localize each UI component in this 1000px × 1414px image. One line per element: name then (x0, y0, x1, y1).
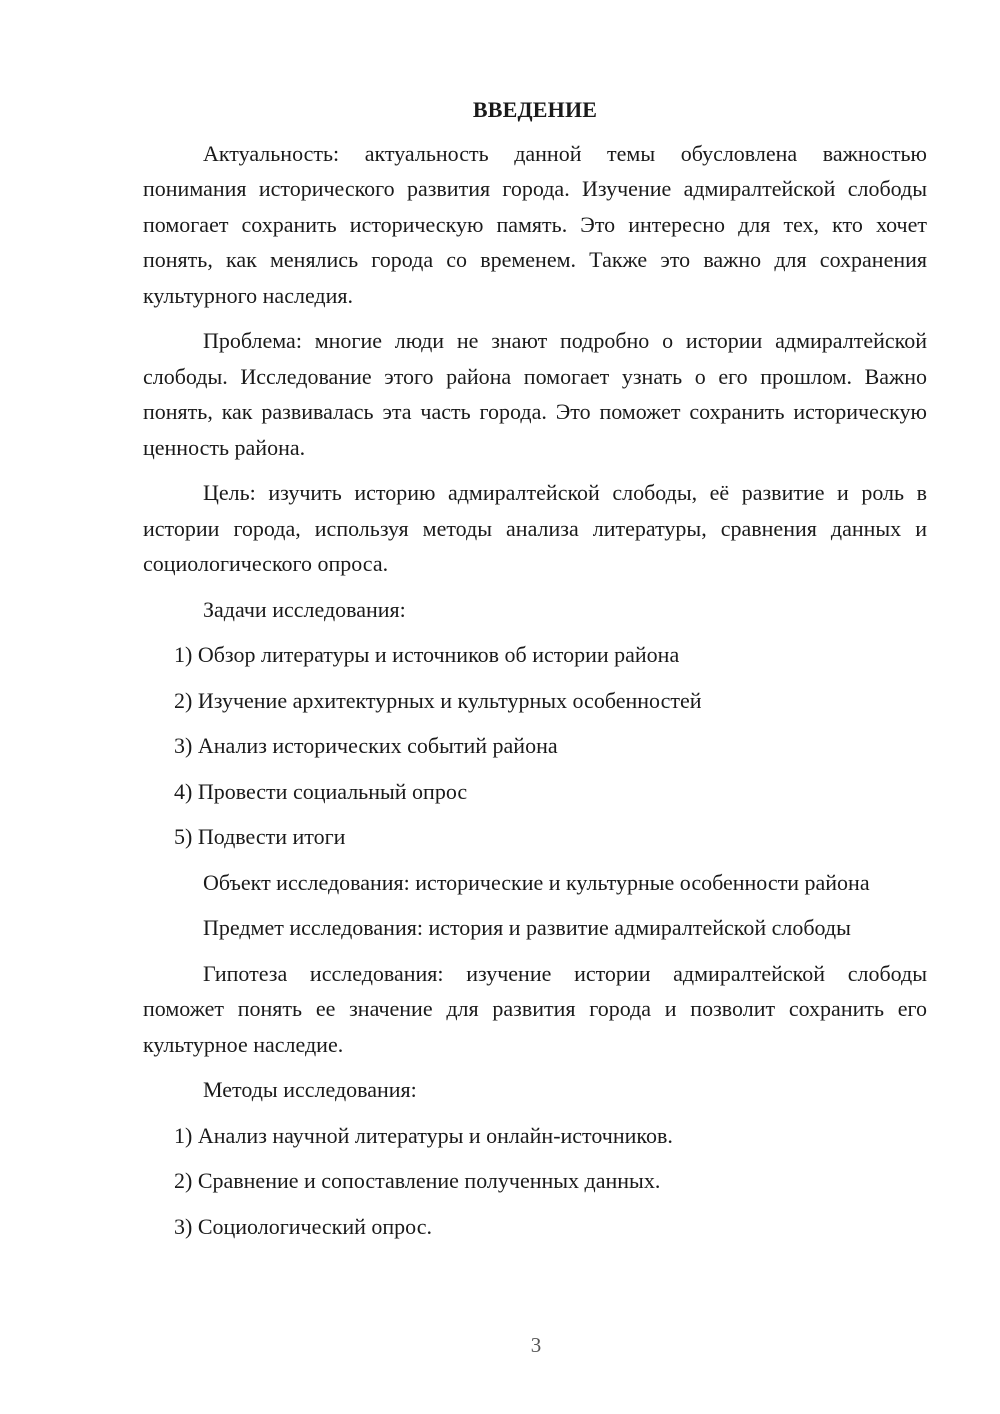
object-paragraph: Объект исследования: исторические и культурные особенности района (203, 869, 870, 895)
subject-paragraph: Предмет исследования: история и развитие адмиралтейской слободы (203, 915, 851, 940)
section-title: ВВЕДЕНИЕ (472, 97, 598, 122)
list-item: 4) Провести социальный опрос (174, 778, 468, 804)
list-item: 3) Анализ исторических событий района (174, 733, 558, 758)
problem-paragraph: Проблема: многие люди не знают подробно о истории адмиралтейской слободы. Исследование этого района помогает узнать о его прошлом. Важно понять, как развивалась эта часть города. Это поможет сохранить историческую ценность района. (143, 328, 927, 460)
document-page (143, 92, 927, 1254)
list-item: 1) Обзор литературы и источников об истории района (174, 642, 680, 667)
list-item: 2) Изучение архитектурных и культурных особенностей (174, 687, 702, 713)
methods-list (143, 1118, 927, 1245)
methods-heading: Методы исследования: (203, 1077, 417, 1102)
page-number: 3 (530, 1333, 542, 1357)
relevance-paragraph: Актуальность: актуальность данной темы обусловлена важностью понимания исторического развития города. Изучение адмиралтейской слободы помогает сохранить историческую память. Это интересно для тех, кто хочет понять, как менялись города со временем. Также это важно для сохранения культурного наследия. (143, 140, 927, 308)
hypothesis-paragraph: Гипотеза исследования: изучение истории адмиралтейской слободы поможет понять ее значение для развития города и позволит сохранить его культурное наследие. (143, 960, 927, 1057)
list-item: 2) Сравнение и сопоставление полученных данных. (174, 1168, 661, 1193)
list-item: 5) Подвести итоги (174, 824, 346, 849)
tasks-heading: Задачи исследования: (203, 596, 406, 622)
goal-paragraph: Цель: изучить историю адмиралтейской слободы, её развитие и роль в истории города, используя методы анализа литературы, сравнения данных и социологического опроса. (143, 480, 927, 576)
tasks-list (143, 637, 927, 855)
list-item: 1) Анализ научной литературы и онлайн-источников. (174, 1122, 673, 1148)
list-item: 3) Социологический опрос. (174, 1213, 432, 1239)
